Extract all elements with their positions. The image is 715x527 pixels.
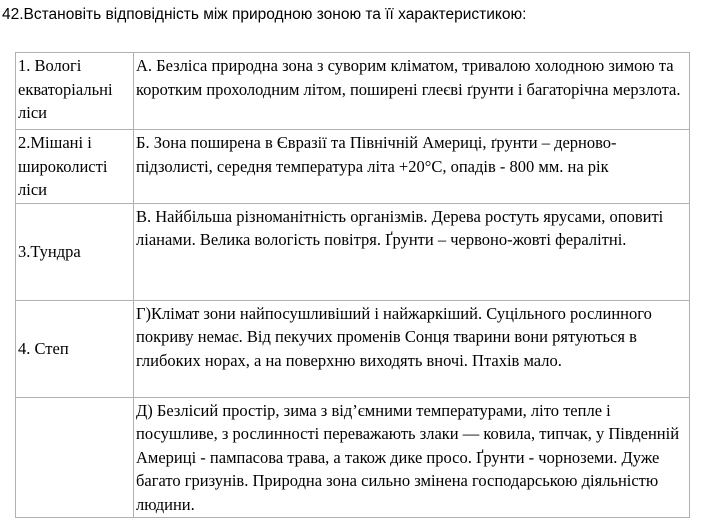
table-row xyxy=(16,203,690,300)
question-text: 42.Встановіть відповідність між природною зоною та її характеристикою: xyxy=(2,6,527,23)
table-row xyxy=(16,53,690,130)
description-cell: Г)Клімат зони найпосушливіший і найжаркіший. Суцільного рослинного покриву немає. Від пекучих променів Сонця тварини вони рятуються в глибоких норах, а на поверхню виходять вночі. Птахів мало. xyxy=(134,300,690,397)
description-cell: Д) Безлісий простір, зима з від’ємними температурами, літо тепле і посушливе, з рослинності переважають злаки — ковила, типчак, у Південній Америці - пампасова трава, а також дике просо. Ґрунти - чорноземи. Дуже багато гризунів. Природна зона сильно змінена господарською діяльністю людини. xyxy=(134,397,690,518)
zone-cell: 4. Степ xyxy=(16,300,134,397)
zone-cell: 1. Вологі екваторіальні ліси xyxy=(16,53,134,130)
table-row xyxy=(16,300,690,397)
description-cell: Б. Зона поширена в Євразії та Північній Америці, ґрунти – дерново-підзолисті, середня температура літа +20°С, опадів - 800 мм. на рік xyxy=(134,130,690,204)
description-cell: В. Найбільша різноманітність організмів. Дерева ростуть ярусами, оповиті ліанами. Велика вологість повітря. Ґрунти – червоно-жовті фералітні. xyxy=(134,203,690,300)
description-cell: А. Безліса природна зона з суворим кліматом, тривалою холодною зимою та коротким прохолодним літом, поширені глеєві ґрунти і багаторічна мерзлота. xyxy=(134,53,690,130)
table-row xyxy=(16,130,690,204)
zone-cell: 2.Мішані і широколисті ліси xyxy=(16,130,134,204)
matching-table xyxy=(15,52,690,518)
table-row xyxy=(16,397,690,518)
zone-cell: 3.Тундра xyxy=(16,203,134,300)
zone-cell-empty xyxy=(16,397,134,518)
